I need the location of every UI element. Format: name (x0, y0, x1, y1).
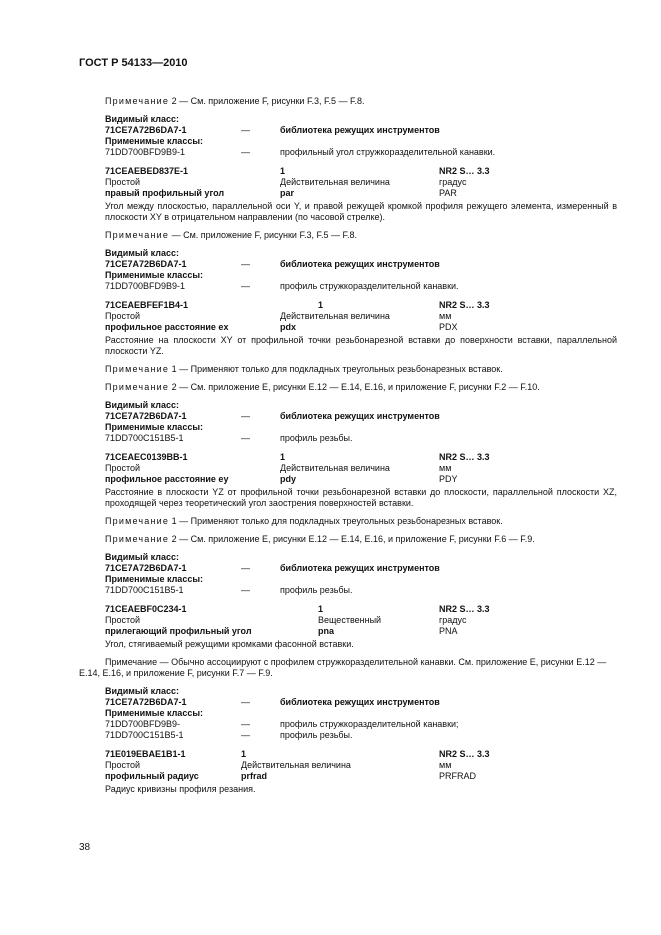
attribute-kind: Простой (105, 615, 141, 625)
attribute-name: профильное расстояние ex (105, 322, 229, 332)
attribute-name: профильный радиус (105, 771, 199, 781)
note-label: Примечание (105, 657, 158, 667)
visible-class-code: 71CE7A72B6DA7-1 (105, 563, 187, 573)
note-label: Примечание (105, 382, 170, 392)
attribute-code: 71CEAEBED837E-1 (105, 166, 189, 176)
visible-class-code: 71CE7A72B6DA7-1 (105, 697, 187, 707)
attribute-code: 71CEAEBF0C234-1 (105, 604, 187, 614)
note (105, 230, 617, 241)
visible-class-title: Видимый класс: (105, 552, 179, 562)
attribute-standard: NR2 S… 3.3 (439, 452, 490, 462)
attribute-description: Расстояние в плоскости YZ от профильной точки резьбонарезной вставки до плоскости, параллельной плоскости XZ, проходящей через теоретический угол заострения поверхностей вставки. (105, 487, 617, 508)
attribute-multiplicity: 1 (280, 452, 286, 462)
visible-class-block (105, 686, 617, 741)
note-text: 1 — Применяют только для подкладных треугольных резьбонарезных вставок. (169, 364, 503, 374)
note-text: 2 — См. приложение Е, рисунки Е.12 — Е.14, Е.16, и приложение F, рисунки F.6 — F.9. (169, 534, 535, 544)
attribute-standard: NR2 S… 3.3 (439, 300, 490, 310)
attribute-kind: Простой (105, 760, 141, 770)
applicable-class-name: профильный угол стружкоразделительной канавки. (280, 147, 496, 157)
visible-class-name: библиотека режущих инструментов (280, 125, 440, 135)
attribute-code: 71CEAEBFEF1B4-1 (105, 300, 189, 310)
attribute-block (105, 300, 617, 333)
note-label: Примечание (105, 96, 170, 106)
attribute-kind: Простой (105, 311, 141, 321)
attribute-unit: мм (439, 463, 452, 473)
attribute-symbol: PAR (439, 188, 457, 198)
visible-class-title: Видимый класс: (105, 400, 179, 410)
attribute-short: par (280, 188, 295, 198)
visible-class-code: 71CE7A72B6DA7-1 (105, 259, 187, 269)
note-label: Примечание (105, 230, 170, 240)
applicable-class-name: профиль резьбы. (280, 433, 353, 443)
attribute-multiplicity: 1 (318, 604, 324, 614)
dash: — (241, 259, 250, 269)
attribute-description: Радиус кривизны профиля резания. (105, 784, 256, 794)
applicable-classes-title: Применимые классы: (105, 574, 204, 584)
attribute-name: правый профильный угол (105, 188, 225, 198)
note (105, 516, 617, 527)
dash: — (241, 730, 250, 740)
applicable-classes-title: Применимые классы: (105, 422, 204, 432)
attribute-unit: градус (439, 177, 467, 187)
document-body (79, 96, 617, 801)
note (79, 657, 617, 679)
applicable-class-name: профиль резьбы. (280, 730, 353, 740)
visible-class-code: 71CE7A72B6DA7-1 (105, 125, 187, 135)
applicable-classes-title: Применимые классы: (105, 270, 204, 280)
attribute-block (105, 166, 617, 199)
applicable-class-code: 71DD700BFD9B9-1 (105, 147, 186, 157)
dash: — (241, 433, 250, 443)
note-text: 1 — Применяют только для подкладных треугольных резьбонарезных вставок. (169, 516, 503, 526)
attribute-block (105, 749, 617, 782)
visible-class-block (105, 400, 617, 444)
attribute-symbol: PDY (439, 474, 458, 484)
note (105, 364, 617, 375)
attribute-type: Вещественный (318, 615, 382, 625)
visible-class-title: Видимый класс: (105, 248, 179, 258)
applicable-class-code: 71DD700C151B5-1 (105, 585, 184, 595)
attribute-multiplicity: 1 (318, 300, 324, 310)
page-number: 38 (79, 842, 91, 853)
attribute-unit: мм (439, 760, 452, 770)
applicable-class-name: профиль резьбы. (280, 585, 353, 595)
visible-class-block (105, 114, 617, 158)
visible-class-name: библиотека режущих инструментов (280, 563, 440, 573)
attribute-multiplicity: 1 (241, 749, 247, 759)
attribute-short: pdx (280, 322, 297, 332)
attribute-name: прилегающий профильный угол (105, 626, 252, 636)
document-header: ГОСТ Р 54133—2010 (79, 57, 188, 69)
attribute-code: 71E019EBAE1B1-1 (105, 749, 186, 759)
attribute-type: Действительная величина (241, 760, 351, 770)
attribute-multiplicity: 1 (280, 166, 286, 176)
attribute-type: Действительная величина (280, 311, 390, 321)
note-text: — Обычно ассоциируют с профилем стружкоразделительной канавки. См. приложение Е, рисунки Е.12 — Е.14, Е.16, и приложение F, рисунки F.7 — F.9. (79, 657, 607, 678)
visible-class-title: Видимый класс: (105, 114, 179, 124)
applicable-class-code: 71DD700BFD9B9-1 (105, 281, 186, 291)
attribute-unit: мм (439, 311, 452, 321)
visible-class-block (105, 552, 617, 596)
dash: — (241, 281, 250, 291)
visible-class-name: библиотека режущих инструментов (280, 697, 440, 707)
applicable-class-name: профиль стружкоразделительной канавки; (280, 719, 459, 729)
attribute-unit: градус (439, 615, 467, 625)
note-text: 2 — См. приложение Е, рисунки Е.12 — Е.14, Е.16, и приложение F, рисунки F.2 — F.10. (169, 382, 540, 392)
note (105, 534, 617, 545)
attribute-symbol: PRFRAD (439, 771, 477, 781)
attribute-description: Угол, стягиваемый режущими кромками фасонной вставки. (105, 639, 354, 649)
attribute-kind: Простой (105, 463, 141, 473)
note (105, 96, 617, 107)
dash: — (241, 147, 250, 157)
attribute-symbol: PNA (439, 626, 458, 636)
attribute-short: pna (318, 626, 335, 636)
attribute-description: Угол между плоскостью, параллельной оси Y, и правой режущей кромкой профиля режущего элемента, измеренный в плоскости XY в отрицательном направлении (по часовой стрелке). (105, 201, 617, 222)
applicable-class-code: 71DD700C151B5-1 (105, 433, 184, 443)
applicable-classes-title: Применимые классы: (105, 708, 204, 718)
attribute-standard: NR2 S… 3.3 (439, 166, 490, 176)
attribute-description: Расстояние на плоскости XY от профильной точки резьбонарезной вставки до поверхности вставки, параллельной плоскости YZ. (105, 335, 617, 356)
attribute-kind: Простой (105, 177, 141, 187)
applicable-class-name: профиль стружкоразделительной канавки. (280, 281, 459, 291)
note-label: Примечание (105, 364, 170, 374)
attribute-standard: NR2 S… 3.3 (439, 604, 490, 614)
visible-class-title: Видимый класс: (105, 686, 179, 696)
attribute-symbol: PDX (439, 322, 458, 332)
attribute-type: Действительная величина (280, 463, 390, 473)
attribute-short: pdy (280, 474, 297, 484)
visible-class-name: библиотека режущих инструментов (280, 259, 440, 269)
applicable-class-code: 71DD700C151B5-1 (105, 730, 184, 740)
visible-class-block (105, 248, 617, 292)
visible-class-name: библиотека режущих инструментов (280, 411, 440, 421)
note-text: 2 — См. приложение F, рисунки F.3, F.5 — F.8. (169, 96, 365, 106)
dash: — (241, 125, 250, 135)
dash: — (241, 719, 250, 729)
attribute-short: prfrad (241, 771, 268, 781)
dash: — (241, 563, 250, 573)
dash: — (241, 411, 250, 421)
note-text: — См. приложение F, рисунки F.3, F.5 — F.8. (169, 230, 357, 240)
note-label: Примечание (105, 516, 170, 526)
applicable-class-code: 71DD700BFD9B9- (105, 719, 181, 729)
attribute-name: профильное расстояние ey (105, 474, 229, 484)
note-label: Примечание (105, 534, 170, 544)
attribute-standard: NR2 S… 3.3 (439, 749, 490, 759)
note (105, 382, 617, 393)
visible-class-code: 71CE7A72B6DA7-1 (105, 411, 187, 421)
attribute-type: Действительная величина (280, 177, 390, 187)
attribute-block (105, 452, 617, 485)
applicable-classes-title: Применимые классы: (105, 136, 204, 146)
attribute-code: 71CEAEC0139BB-1 (105, 452, 188, 462)
dash: — (241, 697, 250, 707)
dash: — (241, 585, 250, 595)
attribute-block (105, 604, 617, 637)
